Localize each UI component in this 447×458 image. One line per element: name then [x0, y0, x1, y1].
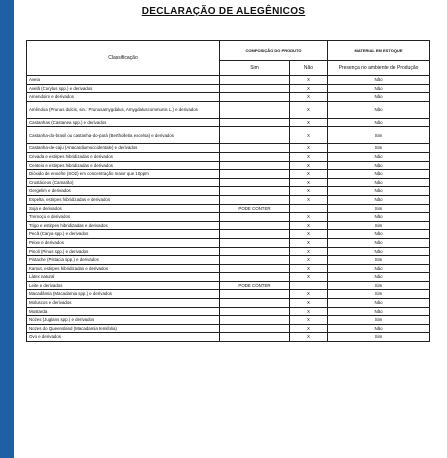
row-nao	[290, 204, 328, 213]
row-presenca: Sim	[328, 127, 430, 144]
row-nao: X	[290, 127, 328, 144]
table-row	[27, 195, 430, 204]
row-presenca: Sim	[328, 290, 430, 299]
header-sim: Sim	[220, 61, 290, 76]
table-row	[27, 84, 430, 93]
row-classification: Castanha-de-caju (Anacardiumoccidentale) e derivados	[27, 144, 220, 153]
row-sim	[220, 264, 290, 273]
row-sim	[220, 290, 290, 299]
row-classification: Avelã (Corylus spp.) e derivados	[27, 84, 220, 93]
table-row	[27, 273, 430, 282]
row-nao: X	[290, 273, 328, 282]
row-classification: Cevada e estirpes hibridizadas e derivados	[27, 152, 220, 161]
row-presenca: Não	[328, 76, 430, 85]
table-row	[27, 187, 430, 196]
table-row	[27, 178, 430, 187]
row-presenca: Não	[328, 118, 430, 127]
row-sim	[220, 144, 290, 153]
row-classification: Amendoim e derivados	[27, 93, 220, 102]
row-nao: X	[290, 93, 328, 102]
row-presenca: Sim	[328, 316, 430, 325]
row-nao: X	[290, 256, 328, 265]
row-sim	[220, 307, 290, 316]
row-classification: Tremoço e derivados	[27, 213, 220, 222]
row-nao: X	[290, 238, 328, 247]
table-row	[27, 76, 430, 85]
table-row	[27, 101, 430, 118]
header-classificacao: Classificação	[27, 41, 220, 76]
header-presenca: Presença no ambiente de Produção	[328, 61, 430, 76]
row-nao: X	[290, 264, 328, 273]
row-nao: X	[290, 316, 328, 325]
row-sim: PODE CONTER	[220, 204, 290, 213]
row-sim	[220, 93, 290, 102]
row-presenca: Não	[328, 161, 430, 170]
row-classification: Castanhas (Castanea spp.) e derivados	[27, 118, 220, 127]
row-nao: X	[290, 178, 328, 187]
row-presenca: Sim	[328, 281, 430, 290]
row-classification: Mostarda	[27, 307, 220, 316]
row-classification: Espelta, estirpes hibridizadas e derivados	[27, 195, 220, 204]
row-sim: PODE CONTER	[220, 281, 290, 290]
row-presenca: Sim	[328, 144, 430, 153]
header-composicao: COMPOSIÇÃO DO PRODUTO	[220, 41, 328, 61]
row-presenca: Não	[328, 170, 430, 179]
row-presenca: Não	[328, 213, 430, 222]
row-nao: X	[290, 161, 328, 170]
row-classification: Castanha-do-brasil ou castanha-do-pará (Bertholletia excelsa) e derivados	[27, 127, 220, 144]
row-nao: X	[290, 118, 328, 127]
row-presenca: Não	[328, 324, 430, 333]
row-classification: Moluscos e derivados	[27, 299, 220, 308]
row-presenca: Não	[328, 247, 430, 256]
row-nao: X	[290, 170, 328, 179]
page-title: DECLARAÇÃO DE ALEGÊNICOS	[141, 6, 306, 17]
table-row	[27, 170, 430, 179]
table-row	[27, 299, 430, 308]
table-row	[27, 144, 430, 153]
row-sim	[220, 170, 290, 179]
row-sim	[220, 195, 290, 204]
row-nao: X	[290, 101, 328, 118]
table-row	[27, 221, 430, 230]
row-sim	[220, 76, 290, 85]
row-presenca: Sim	[328, 204, 430, 213]
table-row	[27, 118, 430, 127]
row-sim	[220, 118, 290, 127]
row-classification: Macadâmia (Macadamia spp.) e derivados	[27, 290, 220, 299]
row-sim	[220, 213, 290, 222]
row-sim	[220, 101, 290, 118]
row-classification: Nozes do Queensland (Macadamia temifolia)	[27, 324, 220, 333]
row-presenca: Não	[328, 187, 430, 196]
row-classification: Dióxido de enxofre (SO2) em concentração maior que 10ppm	[27, 170, 220, 179]
table-row	[27, 333, 430, 342]
table-row	[27, 213, 430, 222]
table-row	[27, 324, 430, 333]
table-row	[27, 290, 430, 299]
row-sim	[220, 333, 290, 342]
row-nao: X	[290, 221, 328, 230]
row-sim	[220, 84, 290, 93]
row-classification: Crustáceos (Camarão)	[27, 178, 220, 187]
header-nao: Não	[290, 61, 328, 76]
row-presenca: Não	[328, 93, 430, 102]
row-sim	[220, 316, 290, 325]
row-presenca: Não	[328, 299, 430, 308]
header-material: MATERIAL EM ESTOQUE	[328, 41, 430, 61]
row-classification: Ovo e derivados	[27, 333, 220, 342]
table-header-row	[27, 41, 430, 61]
row-presenca: Não	[328, 101, 430, 118]
row-nao: X	[290, 187, 328, 196]
row-nao: X	[290, 144, 328, 153]
row-classification: Pistache (Pistacia spp.) e derivados	[27, 256, 220, 265]
row-sim	[220, 324, 290, 333]
row-sim	[220, 127, 290, 144]
row-nao: X	[290, 333, 328, 342]
row-classification: Amêndoa (Prunus dulcis, sin.: Prunusamygdalus, Amygdaluscommunis L.) e derivados	[27, 101, 220, 118]
row-classification: Látex natural	[27, 273, 220, 282]
row-nao: X	[290, 247, 328, 256]
row-sim	[220, 221, 290, 230]
row-nao: X	[290, 213, 328, 222]
table-row	[27, 264, 430, 273]
row-presenca: Não	[328, 195, 430, 204]
table-row	[27, 204, 430, 213]
row-presenca: Não	[328, 230, 430, 239]
row-classification: Trigo e estirpes hibridizadas e derivados	[27, 221, 220, 230]
row-nao	[290, 281, 328, 290]
table-body	[27, 76, 430, 342]
row-presenca: Não	[328, 178, 430, 187]
row-nao: X	[290, 76, 328, 85]
row-presenca: Não	[328, 84, 430, 93]
row-classification: Aveia	[27, 76, 220, 85]
table-row	[27, 152, 430, 161]
table-row	[27, 230, 430, 239]
row-sim	[220, 161, 290, 170]
row-sim	[220, 273, 290, 282]
left-accent-bar	[0, 0, 14, 458]
row-sim	[220, 230, 290, 239]
row-classification: Leite e derivados	[27, 281, 220, 290]
row-nao: X	[290, 230, 328, 239]
row-sim	[220, 299, 290, 308]
table-row	[27, 161, 430, 170]
row-nao: X	[290, 324, 328, 333]
table-row	[27, 238, 430, 247]
table-row	[27, 281, 430, 290]
row-presenca: Não	[328, 273, 430, 282]
row-nao: X	[290, 307, 328, 316]
row-classification: Pinoli (Pinus spp.) e derivados	[27, 247, 220, 256]
row-classification: Pecã (Carya spp.) e derivados	[27, 230, 220, 239]
row-presenca: Sim	[328, 333, 430, 342]
allergen-table	[26, 40, 430, 342]
row-classification: Centeio e estirpes hibridizadas e derivados	[27, 161, 220, 170]
table-row	[27, 307, 430, 316]
row-classification: Peixe e derivados	[27, 238, 220, 247]
row-presenca: Não	[328, 152, 430, 161]
row-classification: Kamut, estirpes hibridizadas e derivados	[27, 264, 220, 273]
row-sim	[220, 238, 290, 247]
row-presenca: Não	[328, 238, 430, 247]
row-sim	[220, 178, 290, 187]
row-sim	[220, 256, 290, 265]
row-presenca: Não	[328, 307, 430, 316]
table-row	[27, 127, 430, 144]
row-sim	[220, 152, 290, 161]
row-nao: X	[290, 84, 328, 93]
row-nao: X	[290, 152, 328, 161]
row-classification: Nozes (Juglans spp.) e derivados	[27, 316, 220, 325]
row-presenca: Não	[328, 264, 430, 273]
row-sim	[220, 187, 290, 196]
row-nao: X	[290, 299, 328, 308]
row-sim	[220, 247, 290, 256]
row-nao: X	[290, 195, 328, 204]
table-row	[27, 93, 430, 102]
row-nao: X	[290, 290, 328, 299]
table-row	[27, 316, 430, 325]
table-row	[27, 247, 430, 256]
row-classification: Gergelim e derivados	[27, 187, 220, 196]
row-classification: Soja e derivados	[27, 204, 220, 213]
row-presenca: Sim	[328, 256, 430, 265]
table-row	[27, 256, 430, 265]
row-presenca: Sim	[328, 221, 430, 230]
